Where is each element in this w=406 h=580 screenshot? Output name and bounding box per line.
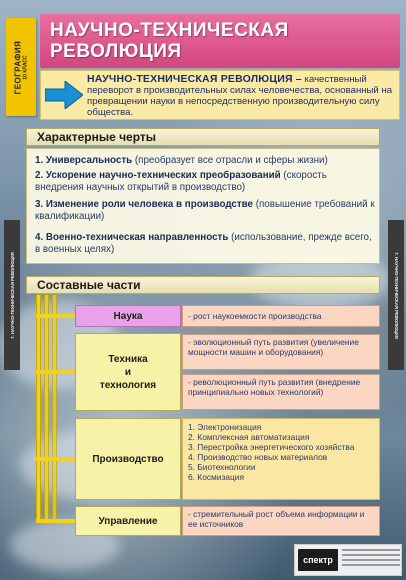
feature-name: 3. Изменение роли человека в производстве — [35, 199, 254, 210]
category-label: Наука — [113, 310, 143, 322]
category-label: Управление — [98, 515, 158, 527]
subject-label: ГЕОГРАФИЯ — [13, 40, 23, 94]
feature-item — [35, 232, 375, 256]
side-label-left — [4, 220, 20, 370]
definition-term: НАУЧНО-ТЕХНИЧЕСКАЯ РЕВОЛЮЦИЯ — [87, 73, 293, 85]
technology-description-evolutionary: - эволюционный путь развития (увеличение мощности машин и оборудования) — [182, 334, 380, 370]
tree-connector — [36, 314, 76, 318]
feature-detail: (скорость внедрения научных открытий в производство) — [35, 170, 327, 194]
category-label: технология — [99, 379, 157, 391]
publisher-info — [342, 549, 400, 569]
tree-connector — [36, 370, 76, 374]
production-list — [182, 418, 380, 500]
category-management — [75, 506, 181, 536]
features-heading: Характерные черты — [26, 128, 380, 146]
grade-label: 10 КЛАСС — [22, 54, 29, 80]
parts-heading: Составные части — [26, 276, 380, 294]
side-label-text: 7. НАУЧНО-ТЕХНИЧЕСКАЯ РЕВОЛЮЦИЯ — [393, 251, 399, 339]
definition-text — [87, 74, 395, 118]
list-item: 3. Перестройка энергетического хозяйства — [188, 442, 355, 452]
feature-detail: (преобразует все отрасли и сферы жизни) — [132, 155, 328, 166]
tree-connector — [36, 519, 76, 523]
feature-item — [35, 155, 375, 167]
definition-box — [40, 70, 400, 120]
subject-tab — [6, 18, 36, 116]
page-title: НАУЧНО-ТЕХНИЧЕСКАЯ РЕВОЛЮЦИЯ — [50, 20, 289, 62]
feature-detail: (повышение требований к квалификации) — [35, 199, 375, 223]
category-label: Производство — [92, 453, 164, 465]
tree-connector — [52, 294, 57, 522]
title-band — [40, 14, 400, 68]
management-description: - стремительный рост объема информации и ее источников — [182, 506, 380, 536]
feature-item — [35, 199, 375, 223]
category-production — [75, 418, 181, 500]
tree-connector — [36, 457, 76, 461]
tree-connector — [44, 294, 49, 522]
feature-name: 4. Военно-техническая направленность — [35, 232, 229, 243]
tree-connector — [36, 294, 41, 522]
category-technology — [75, 333, 181, 411]
category-label: Техника — [108, 353, 148, 365]
technology-description-revolutionary: - революционный путь развития (внедрение принципиально новых технологий) — [182, 374, 380, 410]
list-item: 6. Космизация — [188, 472, 244, 482]
category-science — [75, 305, 181, 327]
publisher-logo: спектр — [298, 549, 338, 571]
definition-body: качественный переворот в производительных силах человечества, основанный на превращении науки в непосредственную производительную силу общества. — [87, 74, 393, 118]
arrow-right-icon — [45, 81, 83, 109]
publisher-footer — [294, 544, 402, 576]
list-item: 2. Комплексная автоматизация — [188, 432, 310, 442]
science-description: - рост наукоемкости производства — [182, 305, 380, 327]
list-item: 5. Биотехнологии — [188, 462, 256, 472]
category-label: и — [124, 366, 132, 378]
feature-name: 2. Ускорение научно-технических преобразований — [35, 170, 281, 181]
list-item: 4. Производство новых материалов — [188, 452, 328, 462]
list-item: 1. Электронизация — [188, 422, 262, 432]
feature-detail: (использование, прежде всего, в военных целях) — [35, 232, 372, 256]
feature-name: 1. Универсальность — [35, 155, 133, 166]
feature-item — [35, 170, 375, 194]
side-label-text: 7. НАУЧНО-ТЕХНИЧЕСКАЯ РЕВОЛЮЦИЯ — [9, 251, 15, 339]
side-label-right — [388, 220, 404, 370]
features-panel — [26, 148, 380, 264]
definition-dash: – — [292, 73, 302, 85]
